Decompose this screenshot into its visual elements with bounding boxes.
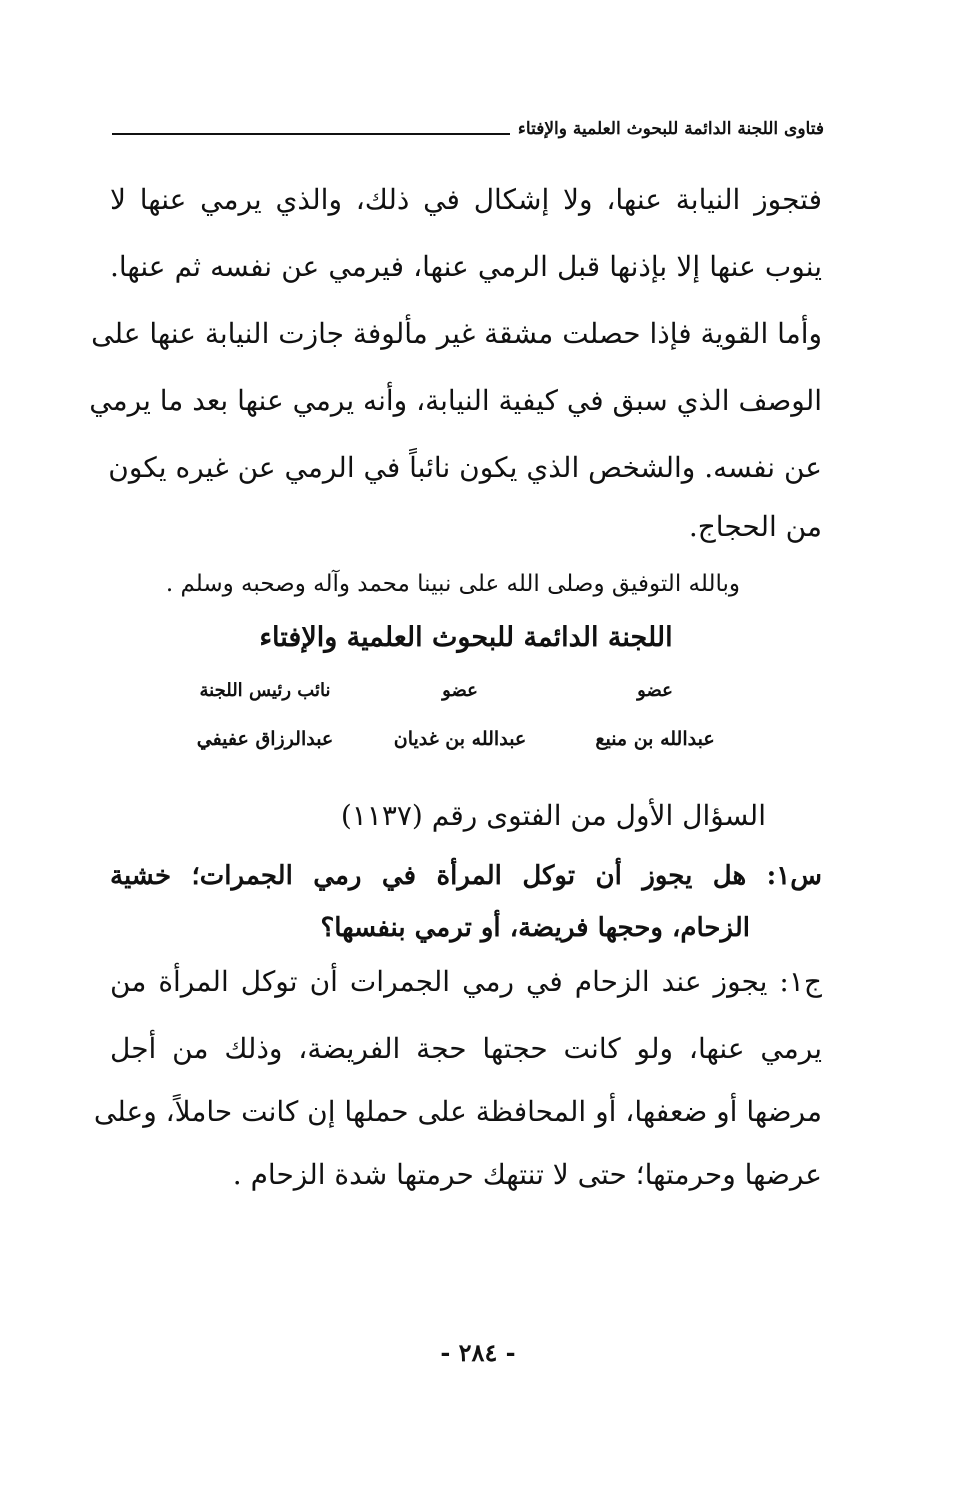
paragraph-line: ينوب عنها إلا بإذنها قبل الرمي عنها، فيرمي عن نفسه ثم عنها.: [110, 250, 822, 283]
paragraph-line: وأما القوية فإذا حصلت مشقة غير مألوفة جازت النيابة عنها على: [91, 317, 822, 350]
committee-member: [170, 676, 360, 754]
answer-line: عرضها وحرمتها؛ حتى لا تنتهك حرمتها شدة الزحام .: [232, 1158, 822, 1191]
committee-members: [170, 676, 750, 754]
member-name: عبدالله بن غديان: [393, 728, 527, 750]
paragraph-line: من الحجاج.: [688, 510, 822, 543]
question-line: س١: هل يجوز أن توكل المرأة في رمي الجمرات؛ خشية: [110, 861, 822, 891]
paragraph-line: الوصف الذي سبق في كيفية النيابة، وأنه يرمي عنها بعد ما يرمي: [89, 384, 822, 417]
committee-member: [560, 676, 750, 754]
committee-title: اللجنة الدائمة للبحوث العلمية والإفتاء: [259, 622, 673, 653]
closing-blessing: وبالله التوفيق وصلى الله على نبينا محمد وآله وصحبه وسلم .: [165, 571, 740, 597]
question-line: الزحام، وحجها فريضة، أو ترمي بنفسها؟: [320, 913, 750, 943]
answer-line: ج١: يجوز عند الزحام في رمي الجمرات أن توكل المرأة من: [110, 965, 822, 998]
answer-line: مرضها أو ضعفها، أو المحافظة على حملها إن كانت حاملاً، وعلى: [93, 1095, 822, 1128]
member-name: عبدالله بن منيع: [595, 728, 715, 750]
running-header: [112, 112, 824, 146]
committee-member: [365, 676, 555, 754]
header-rule: [112, 133, 510, 135]
running-header-title: فتاوى اللجنة الدائمة للبحوث العلمية والإفتاء: [517, 119, 824, 139]
page-number: - ٢٨٤ -: [440, 1338, 516, 1367]
paragraph-line: عن نفسه. والشخص الذي يكون نائباً في الرمي عن غيره يكون: [108, 451, 822, 484]
member-role: نائب رئيس اللجنة: [199, 680, 331, 701]
member-role: عضو: [637, 680, 673, 701]
member-name: عبدالرزاق عفيفي: [196, 728, 334, 750]
fatwa-heading: السؤال الأول من الفتوى رقم (١١٣٧): [340, 799, 766, 832]
paragraph-line: فتجوز النيابة عنها، ولا إشكال في ذلك، والذي يرمي عنها لا: [110, 183, 822, 216]
member-role: عضو: [442, 680, 478, 701]
answer-line: يرمي عنها، ولو كانت حجتها حجة الفريضة، وذلك من أجل: [110, 1032, 822, 1065]
